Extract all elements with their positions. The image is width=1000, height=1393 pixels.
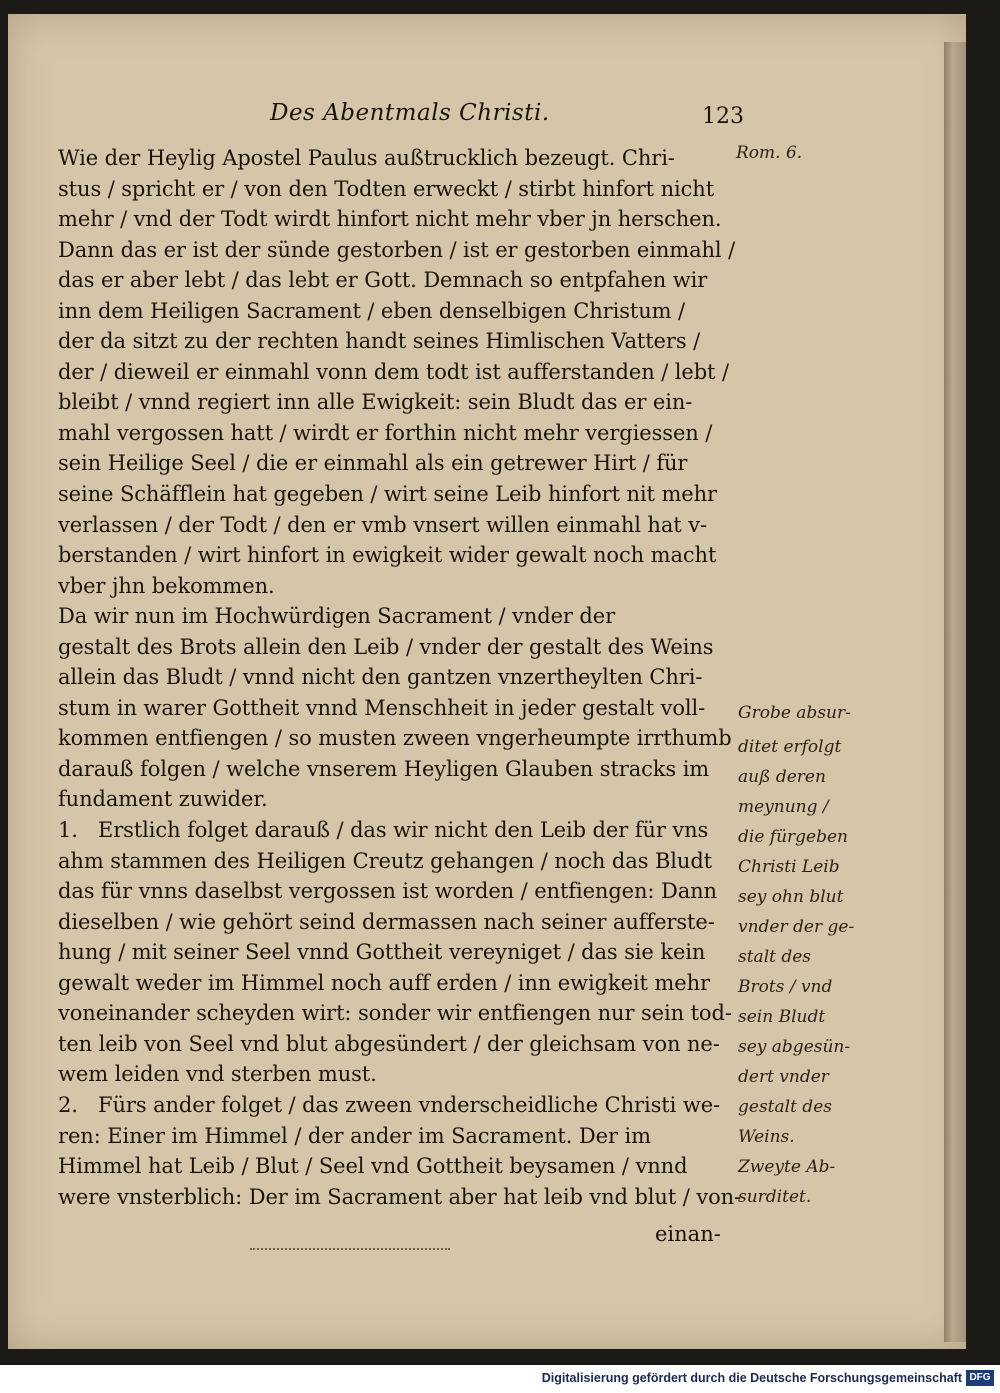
text-line	[58, 479, 748, 510]
text-line	[58, 174, 748, 205]
text-line	[58, 1090, 748, 1121]
line-text: hung / mit seiner Seel vnnd Gottheit vereyniget / das sie kein	[58, 940, 706, 965]
text-line	[58, 1059, 748, 1090]
paragraph-number: 2.	[58, 1092, 78, 1117]
text-line	[58, 998, 748, 1029]
text-line	[58, 265, 748, 296]
margin-note: Brots / vnd	[738, 977, 833, 997]
margin-note: auß deren	[738, 767, 826, 787]
line-text: bleibt / vnnd regiert inn alle Ewigkeit: sein Bludt das er ein-	[58, 390, 693, 415]
text-line	[58, 723, 748, 754]
text-line	[58, 357, 748, 388]
line-text: Fürs ander folget / das zween vnderscheidliche Christi we-	[98, 1092, 721, 1117]
text-line	[58, 846, 748, 877]
text-line	[58, 326, 748, 357]
line-text: gewalt weder im Himmel noch auff erden / inn ewigkeit mehr	[58, 970, 710, 995]
line-text: Erstlich folget darauß / das wir nicht den Leib der für vns	[98, 818, 709, 843]
margin-note: stalt des	[738, 947, 812, 967]
catchword: einan-	[655, 1222, 721, 1246]
line-text: voneinander scheyden wirt: sonder wir entfiengen nur sein tod-	[58, 1001, 732, 1026]
text-line	[58, 662, 748, 693]
line-text: inn dem Heiligen Sacrament / eben denselbigen Christum /	[58, 298, 686, 323]
text-line	[58, 1029, 748, 1060]
text-line	[58, 968, 748, 999]
line-text: Da wir nun im Hochwürdigen Sacrament / vnder der	[58, 604, 616, 629]
margin-note: Weins.	[738, 1127, 795, 1147]
text-line	[58, 1151, 748, 1182]
margin-note: dert vnder	[738, 1067, 829, 1087]
page-edge	[944, 42, 966, 1342]
line-text: were vnsterblich: Der im Sacrament aber hat leib vnd blut / von-	[58, 1184, 742, 1209]
text-line	[58, 632, 748, 663]
text-line	[58, 418, 748, 449]
line-text: kommen entfiengen / so musten zween vngerheumpte irrthumb	[58, 726, 732, 751]
margin-note: sey ohn blut	[738, 887, 844, 907]
line-text: das für vnns daselbst vergossen ist worden / entfiengen: Dann	[58, 879, 717, 904]
text-line	[58, 1121, 748, 1152]
line-text: stum in warer Gottheit vnnd Menschheit in jeder gestalt voll-	[58, 695, 706, 720]
text-line	[58, 204, 748, 235]
line-text: mehr / vnd der Todt wirdt hinfort nicht mehr vber jn herschen.	[58, 207, 722, 232]
margin-note: Christi Leib	[738, 857, 840, 877]
text-line	[58, 693, 748, 724]
footer-bar	[0, 1365, 1000, 1393]
line-text: darauß folgen / welche vnserem Heyligen Glauben stracks im	[58, 756, 710, 781]
line-text: ahm stammen des Heiligen Creutz gehangen / noch das Bludt	[58, 848, 713, 873]
line-text: vber jhn bekommen.	[58, 573, 275, 598]
line-text: berstanden / wirt hinfort in ewigkeit wider gewalt noch macht	[58, 543, 717, 568]
line-text: fundament zuwider.	[58, 787, 268, 812]
paragraph-number: 1.	[58, 818, 78, 843]
text-line	[58, 754, 748, 785]
text-line	[58, 510, 748, 541]
decorative-rule	[250, 1248, 450, 1252]
text-line	[58, 876, 748, 907]
page-number: 123	[702, 104, 744, 129]
text-line	[58, 235, 748, 266]
body-text	[58, 143, 748, 1212]
line-text: Dann das er ist der sünde gestorben / ist er gestorben einmahl /	[58, 237, 736, 262]
line-text: gestalt des Brots allein den Leib / vnder der gestalt des Weins	[58, 634, 714, 659]
margin-note: sein Bludt	[738, 1007, 826, 1027]
text-line	[58, 540, 748, 571]
line-text: der da sitzt zu der rechten handt seines Himlischen Vatters /	[58, 329, 701, 354]
text-line	[58, 296, 748, 327]
line-text: seine Schäfflein hat gegeben / wirt seine Leib hinfort nit mehr	[58, 482, 717, 507]
line-text: wem leiden vnd sterben must.	[58, 1062, 377, 1087]
line-text: sein Heilige Seel / die er einmahl als ein getrewer Hirt / für	[58, 451, 688, 476]
line-text: der / dieweil er einmahl vonn dem todt ist aufferstanden / lebt /	[58, 359, 729, 384]
line-text: Himmel hat Leib / Blut / Seel vnd Gottheit beysamen / vnnd	[58, 1154, 688, 1179]
margin-note: Grobe absur-	[738, 703, 851, 723]
margin-note: Zweyte Ab-	[738, 1157, 836, 1177]
line-text: stus / spricht er / von den Todten erweckt / stirbt hinfort nicht	[58, 176, 715, 201]
text-line	[58, 143, 748, 174]
text-line	[58, 571, 748, 602]
text-line	[58, 937, 748, 968]
line-text: mahl vergossen hatt / wirdt er forthin nicht mehr vergiessen /	[58, 420, 713, 445]
line-text: dieselben / wie gehört seind dermassen nach seiner aufferste-	[58, 909, 715, 934]
text-line	[58, 448, 748, 479]
line-text: ten leib von Seel vnd blut abgesündert / der gleichsam von ne-	[58, 1031, 720, 1056]
text-line	[58, 815, 748, 846]
dfg-logo: DFG	[966, 1370, 994, 1386]
margin-note: Rom. 6.	[736, 143, 803, 163]
funding-credit: Digitalisierung gefördert durch die Deutsche Forschungsgemeinschaft	[541, 1371, 962, 1385]
line-text: ren: Einer im Himmel / der ander im Sacrament. Der im	[58, 1123, 651, 1148]
text-line	[58, 387, 748, 418]
margin-note: die fürgeben	[738, 827, 848, 847]
margin-note: surditet.	[738, 1187, 812, 1207]
text-line	[58, 601, 748, 632]
margin-note: ditet erfolgt	[738, 737, 842, 757]
margin-note: meynung /	[738, 797, 829, 817]
line-text: verlassen / der Todt / den er vmb vnsert willen einmahl hat v-	[58, 512, 707, 537]
text-line	[58, 907, 748, 938]
line-text: allein das Bludt / vnnd nicht den gantzen vnzertheylten Chri-	[58, 665, 703, 690]
text-line	[58, 784, 748, 815]
line-text: das er aber lebt / das lebt er Gott. Demnach so entpfahen wir	[58, 268, 708, 293]
margin-note: sey abgesün-	[738, 1037, 851, 1057]
margin-note: gestalt des	[738, 1097, 832, 1117]
line-text: Wie der Heylig Apostel Paulus außtrucklich bezeugt. Chri-	[58, 146, 675, 170]
text-line	[58, 1182, 748, 1213]
margin-note: vnder der ge-	[738, 917, 855, 937]
running-head: Des Abentmals Christi.	[270, 100, 550, 126]
